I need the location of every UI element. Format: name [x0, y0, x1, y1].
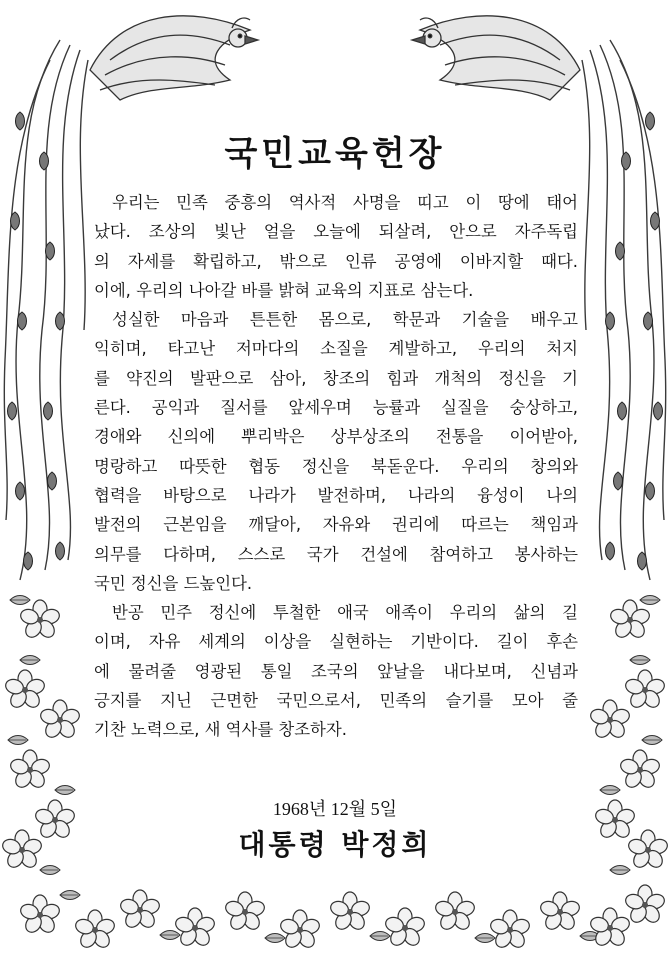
proclamation-date: 1968년 12월 5일: [272, 799, 398, 819]
text-line: 른다. 공익과 질서를 앞세우며 능률과 실질을 숭상하고,: [94, 398, 578, 418]
text-line: 성실한 마음과 튼튼한 몸으로, 학문과 기술을 배우고: [112, 310, 578, 330]
text-line: 의 자세를 확립하고, 밖으로 인류 공영에 이바지할 때다.: [94, 251, 578, 271]
text-line: 났다. 조상의 빛난 얼을 오늘에 되살려, 안으로 자주독립: [94, 222, 578, 242]
text-line: 에 물려줄 영광된 통일 조국의 앞날을 내다보며, 신념과: [94, 661, 578, 681]
text-line: 협력을 바탕으로 나라가 발전하며, 나라의 융성이 나의: [94, 485, 578, 505]
text-line: 를 약진의 발판으로 삼아, 창조의 힘과 개척의 정신을 기: [94, 368, 578, 388]
text-line: 익히며, 타고난 저마다의 소질을 계발하고, 우리의 처지: [94, 339, 578, 359]
document-title: 국민교육헌장: [224, 134, 446, 174]
left-phoenix: [90, 16, 258, 100]
text-line: 기찬 노력으로, 새 역사를 창조하자.: [94, 720, 347, 740]
text-line: 긍지를 지닌 근면한 국민으로서, 민족의 슬기를 모아 줄: [94, 691, 578, 711]
paragraph-2: [94, 305, 578, 598]
text-line: 반공 민주 정신에 투철한 애국 애족이 우리의 삶의 길: [112, 603, 578, 623]
right-phoenix: [412, 16, 580, 100]
text-line: 국민 정신을 드높인다.: [94, 573, 253, 593]
text-line: 이며, 자유 세계의 이상을 실현하는 기반이다. 길이 후손: [94, 632, 578, 652]
paragraph-3: [94, 598, 578, 744]
signer-name: 대통령 박정희: [238, 828, 432, 861]
flower-border-bottom: [19, 885, 666, 950]
text-line: 경애와 신의에 뿌리박은 상부상조의 전통을 이어받아,: [94, 427, 578, 447]
paragraph-1: [94, 188, 578, 305]
text-line: 우리는 민족 중흥의 역사적 사명을 띠고 이 땅에 태어: [112, 193, 578, 212]
text-line: 이에, 우리의 나아갈 바를 밝혀 교육의 지표로 삼는다.: [94, 280, 474, 300]
text-line: 의무를 다하며, 스스로 국가 건설에 참여하고 봉사하는: [94, 544, 578, 564]
text-line: 명랑하고 따뜻한 협동 정신을 북돋운다. 우리의 창의와: [94, 456, 578, 476]
charter-body: [94, 188, 578, 745]
text-line: 발전의 근본임을 깨달아, 자유와 권리에 따르는 책임과: [94, 515, 578, 535]
